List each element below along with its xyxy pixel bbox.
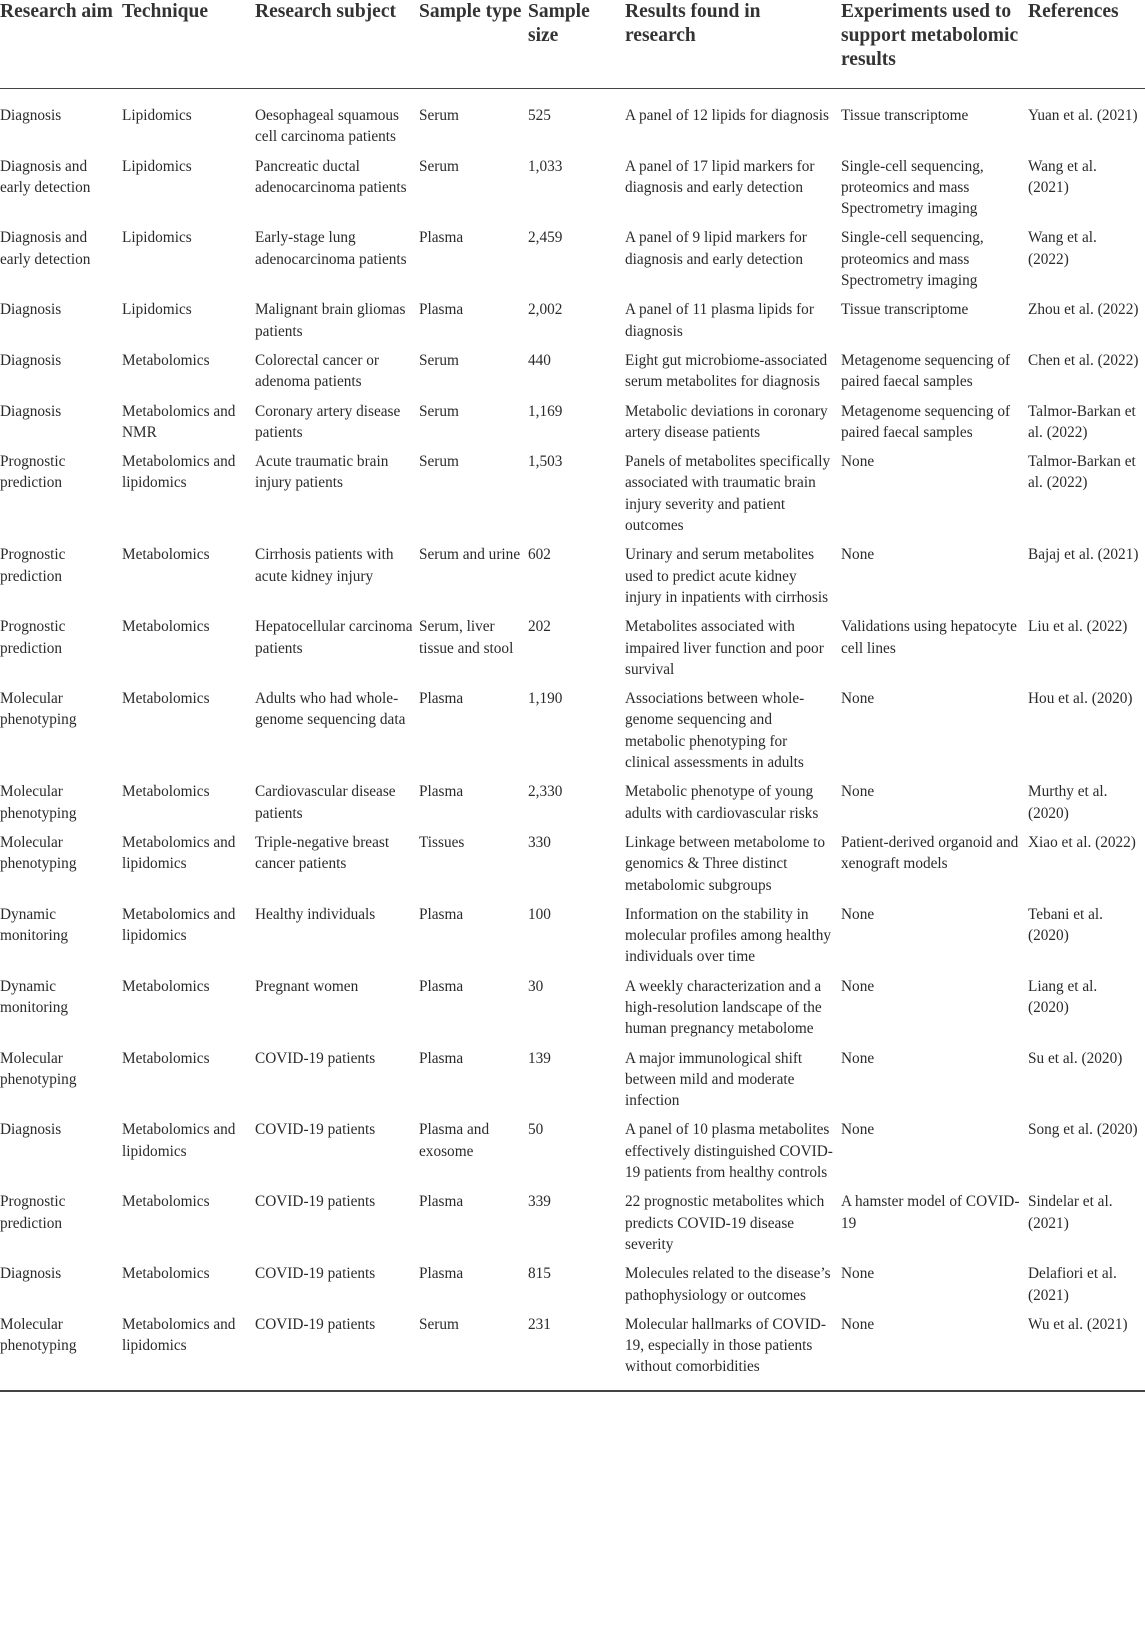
cell-references: Tebani et al. (2020) bbox=[1028, 905, 1103, 945]
cell-research-aim: Dynamic monitoring bbox=[0, 977, 68, 1016]
cell-research-aim: Dynamic monitoring bbox=[0, 905, 68, 945]
cell-research-subject: Adults who had whole-genome sequencing data bbox=[255, 690, 406, 729]
cell-experiments: Single-cell sequencing, proteomics and mass Spectrometry imaging bbox=[841, 229, 984, 290]
cell-results: A major immunological shift between mild and moderate infection bbox=[625, 1049, 803, 1110]
cell-technique: Metabolomics bbox=[122, 618, 210, 636]
cell-experiments: Tissue transcriptome bbox=[841, 301, 969, 319]
cell-results: A panel of 12 lipids for diagnosis bbox=[625, 107, 829, 124]
table-row bbox=[0, 832, 1145, 904]
cell-technique: Metabolomics and lipidomics bbox=[122, 905, 236, 945]
cell-sample-size: 1,503 bbox=[528, 453, 563, 471]
cell-technique: Metabolomics and lipidomics bbox=[122, 1315, 236, 1355]
cell-sample-size: 231 bbox=[528, 1315, 551, 1333]
cell-sample-type: Plasma bbox=[419, 905, 464, 923]
cell-experiments: None bbox=[841, 977, 875, 995]
cell-sample-size: 2,330 bbox=[528, 783, 563, 801]
cell-references: Liu et al. (2022) bbox=[1028, 618, 1128, 636]
cell-experiments: None bbox=[841, 546, 875, 564]
cell-research-subject: Acute traumatic brain injury patients bbox=[255, 453, 389, 492]
cell-references: Wu et al. (2021) bbox=[1028, 1315, 1128, 1333]
cell-sample-size: 440 bbox=[528, 351, 551, 369]
header-sample-size: Sample size bbox=[528, 1, 590, 46]
cell-experiments: None bbox=[841, 905, 875, 923]
cell-research-subject: Coronary artery disease patients bbox=[255, 402, 401, 441]
cell-sample-type: Plasma and exosome bbox=[419, 1121, 490, 1160]
cell-research-aim: Molecular phenotyping bbox=[0, 833, 77, 873]
cell-sample-size: 139 bbox=[528, 1049, 551, 1067]
cell-sample-type: Plasma bbox=[419, 301, 464, 319]
cell-sample-type: Serum, liver tissue and stool bbox=[419, 618, 514, 657]
cell-sample-type: Plasma bbox=[419, 783, 464, 801]
table-row bbox=[0, 1191, 1145, 1263]
header-research-subject: Research subject bbox=[255, 1, 396, 22]
cell-sample-type: Serum bbox=[419, 453, 459, 471]
cell-results: A panel of 11 plasma lipids for diagnosis bbox=[625, 301, 814, 340]
cell-experiments: None bbox=[841, 690, 875, 708]
cell-research-subject: COVID-19 patients bbox=[255, 1193, 376, 1211]
cell-experiments: Validations using hepatocyte cell lines bbox=[841, 618, 1017, 657]
table-row bbox=[0, 904, 1145, 976]
cell-sample-type: Plasma bbox=[419, 1265, 464, 1283]
cell-research-aim: Prognostic prediction bbox=[0, 546, 66, 585]
cell-results: Urinary and serum metabolites used to predict acute kidney injury in inpatients with cirrhosis bbox=[625, 546, 829, 606]
cell-results: Metabolites associated with impaired liver function and poor survival bbox=[625, 618, 824, 678]
cell-sample-size: 30 bbox=[528, 977, 544, 995]
table-row bbox=[0, 401, 1145, 452]
cell-results: Metabolic phenotype of young adults with cardiovascular risks bbox=[625, 783, 819, 822]
cell-research-subject: Oesophageal squamous cell carcinoma patients bbox=[255, 107, 400, 146]
cell-results: Metabolic deviations in coronary artery disease patients bbox=[625, 402, 828, 441]
cell-references: Sindelar et al. (2021) bbox=[1028, 1193, 1113, 1232]
cell-research-subject: Early-stage lung adenocarcinoma patients bbox=[255, 229, 407, 268]
cell-research-aim: Diagnosis bbox=[0, 1121, 62, 1139]
cell-research-subject: COVID-19 patients bbox=[255, 1315, 376, 1333]
cell-references: Chen et al. (2022) bbox=[1028, 351, 1139, 369]
cell-technique: Metabolomics and NMR bbox=[122, 402, 236, 441]
cell-research-subject: COVID-19 patients bbox=[255, 1049, 376, 1067]
cell-results: A panel of 10 plasma metabolites effectively distinguished COVID-19 patients from healthy controls bbox=[625, 1121, 833, 1182]
table-header bbox=[0, 0, 1145, 89]
cell-references: Bajaj et al. (2021) bbox=[1028, 546, 1139, 564]
header-technique: Technique bbox=[122, 1, 208, 22]
cell-research-subject: Pancreatic ductal adenocarcinoma patients bbox=[255, 157, 407, 196]
cell-sample-size: 525 bbox=[528, 107, 551, 124]
cell-experiments: Metagenome sequencing of paired faecal samples bbox=[841, 351, 1011, 391]
cell-results: Molecular hallmarks of COVID-19, especially in those patients without comorbidities bbox=[625, 1315, 826, 1376]
cell-technique: Metabolomics and lipidomics bbox=[122, 453, 236, 492]
cell-references: Wang et al. (2021) bbox=[1028, 157, 1097, 196]
cell-results: Eight gut microbiome-associated serum metabolites for diagnosis bbox=[625, 351, 828, 391]
table-row bbox=[0, 227, 1145, 299]
table-body bbox=[0, 89, 1145, 1391]
cell-research-subject: Pregnant women bbox=[255, 977, 359, 995]
cell-sample-type: Serum bbox=[419, 107, 459, 124]
cell-references: Talmor-Barkan et al. (2022) bbox=[1028, 453, 1136, 492]
cell-experiments: Single-cell sequencing, proteomics and mass Spectrometry imaging bbox=[841, 157, 984, 218]
cell-references: Murthy et al. (2020) bbox=[1028, 783, 1108, 822]
table-row bbox=[0, 350, 1145, 401]
cell-research-aim: Molecular phenotyping bbox=[0, 1315, 77, 1355]
cell-results: Linkage between metabolome to genomics & Three distinct metabolomic subgroups bbox=[625, 833, 826, 894]
cell-technique: Metabolomics bbox=[122, 351, 210, 369]
cell-results: Molecules related to the disease’s pathophysiology or outcomes bbox=[625, 1265, 831, 1304]
cell-sample-size: 815 bbox=[528, 1265, 551, 1283]
cell-sample-type: Serum bbox=[419, 402, 459, 420]
cell-experiments: Tissue transcriptome bbox=[841, 107, 969, 124]
cell-results: A panel of 9 lipid markers for diagnosis and early detection bbox=[625, 229, 807, 268]
cell-research-aim: Molecular phenotyping bbox=[0, 1049, 77, 1088]
header-experiments: Experiments used to support metabolomic results bbox=[841, 1, 1019, 70]
header-row bbox=[0, 0, 1145, 89]
cell-research-aim: Diagnosis and early detection bbox=[0, 229, 91, 268]
cell-technique: Metabolomics bbox=[122, 1265, 210, 1283]
cell-research-aim: Molecular phenotyping bbox=[0, 690, 77, 729]
table-row bbox=[0, 1119, 1145, 1191]
cell-experiments: None bbox=[841, 1049, 875, 1067]
cell-sample-size: 50 bbox=[528, 1121, 544, 1139]
cell-sample-type: Plasma bbox=[419, 690, 464, 708]
cell-research-subject: Triple-negative breast cancer patients bbox=[255, 833, 390, 873]
cell-research-aim: Diagnosis bbox=[0, 301, 62, 319]
cell-research-subject: Cirrhosis patients with acute kidney injury bbox=[255, 546, 394, 585]
cell-research-aim: Diagnosis bbox=[0, 351, 62, 369]
cell-research-aim: Prognostic prediction bbox=[0, 453, 66, 492]
cell-experiments: A hamster model of COVID-19 bbox=[841, 1193, 1020, 1232]
table-row bbox=[0, 1048, 1145, 1120]
cell-experiments: Patient-derived organoid and xenograft models bbox=[841, 833, 1019, 873]
cell-technique: Metabolomics bbox=[122, 1193, 210, 1211]
cell-experiments: None bbox=[841, 783, 875, 801]
cell-results: Information on the stability in molecular profiles among healthy individuals over time bbox=[625, 905, 832, 966]
cell-references: Delafiori et al. (2021) bbox=[1028, 1265, 1117, 1304]
header-results: Results found in research bbox=[625, 1, 761, 46]
cell-technique: Metabolomics bbox=[122, 783, 210, 801]
cell-sample-size: 1,033 bbox=[528, 157, 563, 175]
cell-results: Associations between whole-genome sequencing and metabolic phenotyping for clinical assessments in adults bbox=[625, 690, 805, 772]
cell-experiments: None bbox=[841, 453, 875, 471]
cell-sample-size: 330 bbox=[528, 833, 551, 851]
cell-technique: Metabolomics and lipidomics bbox=[122, 1121, 236, 1160]
cell-references: Wang et al. (2022) bbox=[1028, 229, 1097, 268]
cell-research-subject: Colorectal cancer or adenoma patients bbox=[255, 351, 380, 391]
cell-technique: Metabolomics bbox=[122, 1049, 210, 1067]
cell-technique: Metabolomics bbox=[122, 977, 210, 995]
table-row bbox=[0, 616, 1145, 688]
cell-research-aim: Prognostic prediction bbox=[0, 1193, 66, 1232]
table-row bbox=[0, 781, 1145, 832]
cell-sample-size: 202 bbox=[528, 618, 551, 636]
table-row bbox=[0, 688, 1145, 781]
cell-sample-type: Serum and urine bbox=[419, 546, 521, 564]
cell-sample-type: Serum bbox=[419, 157, 459, 175]
cell-sample-type: Plasma bbox=[419, 1193, 464, 1211]
cell-sample-size: 602 bbox=[528, 546, 551, 564]
cell-sample-type: Plasma bbox=[419, 229, 464, 247]
cell-technique: Metabolomics and lipidomics bbox=[122, 833, 236, 873]
table-row bbox=[0, 1314, 1145, 1391]
cell-results: 22 prognostic metabolites which predicts COVID-19 disease severity bbox=[625, 1193, 825, 1253]
cell-technique: Metabolomics bbox=[122, 690, 210, 708]
cell-references: Xiao et al. (2022) bbox=[1028, 833, 1136, 851]
header-sample-type: Sample type bbox=[419, 1, 522, 22]
header-research-aim: Research aim bbox=[0, 1, 113, 22]
cell-research-aim: Diagnosis bbox=[0, 1265, 62, 1283]
table-row bbox=[0, 299, 1145, 350]
cell-research-subject: COVID-19 patients bbox=[255, 1121, 376, 1139]
cell-experiments: None bbox=[841, 1121, 875, 1139]
cell-references: Zhou et al. (2022) bbox=[1028, 301, 1139, 319]
cell-technique: Lipidomics bbox=[122, 157, 192, 175]
cell-results: Panels of metabolites specifically associated with traumatic brain injury severity and patient outcomes bbox=[625, 453, 831, 535]
table-row bbox=[0, 156, 1145, 228]
cell-research-aim: Prognostic prediction bbox=[0, 618, 66, 657]
cell-technique: Lipidomics bbox=[122, 107, 192, 124]
cell-sample-size: 339 bbox=[528, 1193, 551, 1211]
cell-sample-type: Plasma bbox=[419, 1049, 464, 1067]
cell-sample-type: Tissues bbox=[419, 833, 465, 851]
cell-research-subject: Cardiovascular disease patients bbox=[255, 783, 396, 822]
cell-references: Talmor-Barkan et al. (2022) bbox=[1028, 402, 1136, 441]
table-row bbox=[0, 89, 1145, 156]
cell-references: Liang et al. (2020) bbox=[1028, 977, 1098, 1016]
cell-technique: Lipidomics bbox=[122, 301, 192, 319]
cell-references: Hou et al. (2020) bbox=[1028, 690, 1133, 708]
cell-research-subject: Hepatocellular carcinoma patients bbox=[255, 618, 413, 657]
header-references: References bbox=[1028, 1, 1119, 22]
cell-sample-size: 2,459 bbox=[528, 229, 563, 247]
cell-sample-type: Serum bbox=[419, 351, 459, 369]
cell-sample-type: Plasma bbox=[419, 977, 464, 995]
cell-sample-size: 100 bbox=[528, 905, 551, 923]
cell-research-subject: COVID-19 patients bbox=[255, 1265, 376, 1283]
cell-references: Yuan et al. (2021) bbox=[1028, 107, 1138, 124]
cell-sample-type: Serum bbox=[419, 1315, 459, 1333]
cell-research-aim: Diagnosis and early detection bbox=[0, 157, 91, 196]
cell-experiments: Metagenome sequencing of paired faecal samples bbox=[841, 402, 1011, 441]
cell-references: Song et al. (2020) bbox=[1028, 1121, 1138, 1139]
cell-results: A panel of 17 lipid markers for diagnosis and early detection bbox=[625, 157, 815, 196]
cell-research-subject: Malignant brain gliomas patients bbox=[255, 301, 406, 340]
table-row bbox=[0, 976, 1145, 1048]
cell-sample-size: 1,190 bbox=[528, 690, 563, 708]
cell-references: Su et al. (2020) bbox=[1028, 1049, 1123, 1067]
cell-results: A weekly characterization and a high-resolution landscape of the human pregnancy metabolome bbox=[625, 977, 822, 1038]
cell-research-subject: Healthy individuals bbox=[255, 905, 376, 923]
cell-research-aim: Molecular phenotyping bbox=[0, 783, 77, 822]
cell-technique: Lipidomics bbox=[122, 229, 192, 247]
cell-experiments: None bbox=[841, 1265, 875, 1283]
cell-research-aim: Diagnosis bbox=[0, 107, 62, 124]
cell-sample-size: 1,169 bbox=[528, 402, 563, 420]
cell-technique: Metabolomics bbox=[122, 546, 210, 564]
table-row bbox=[0, 544, 1145, 616]
cell-experiments: None bbox=[841, 1315, 875, 1333]
table-row bbox=[0, 451, 1145, 544]
cell-research-aim: Diagnosis bbox=[0, 402, 62, 420]
cell-sample-size: 2,002 bbox=[528, 301, 563, 319]
table-row bbox=[0, 1263, 1145, 1314]
